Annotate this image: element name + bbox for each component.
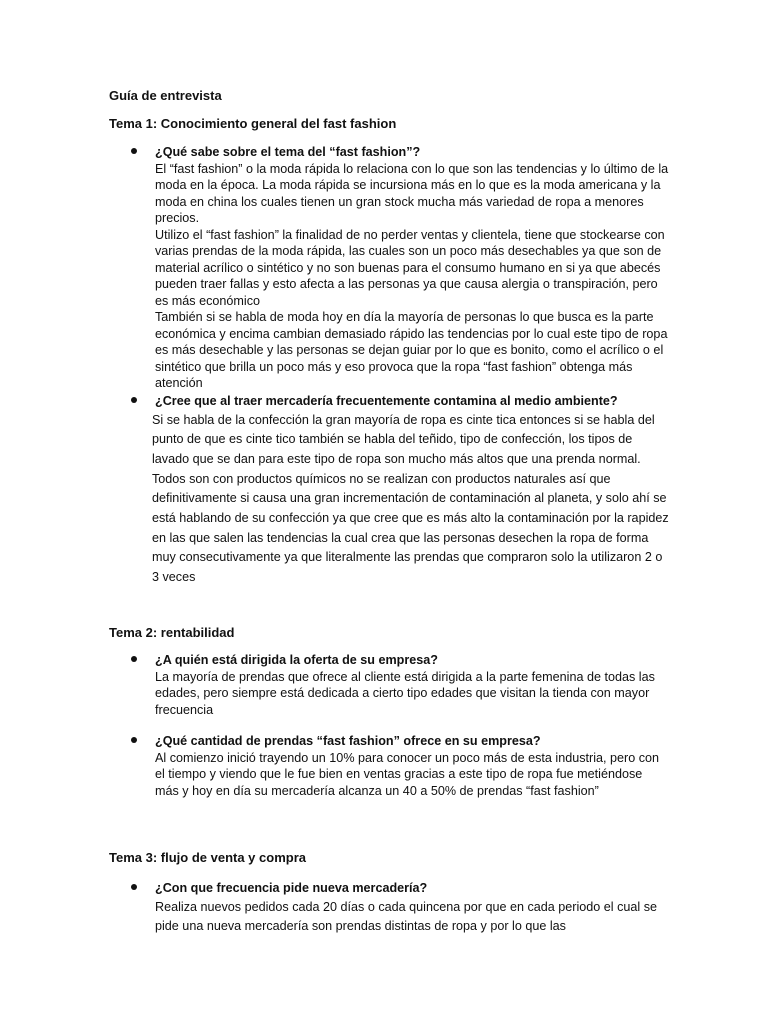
answer-paragraph: La mayoría de prendas que ofrece al cliente está dirigida a la parte femenina de todas las edades, pero siempre está dedicada a cierto tipo edades que visitan la tienda con mayor frecuencia [155, 669, 655, 717]
question-2-answer [152, 411, 669, 588]
topic-3-heading: Tema 3: flujo de venta y compra [109, 850, 306, 865]
topic-2-heading: Tema 2: rentabilidad [109, 625, 235, 640]
question-3 [109, 652, 669, 718]
bullet-icon [131, 656, 137, 662]
question-2-title: ¿Cree que al traer mercadería frecuentemente contamina al medio ambiente? [155, 394, 618, 408]
bullet-icon [131, 737, 137, 743]
question-1 [109, 144, 669, 392]
question-4 [109, 733, 669, 799]
question-2 [109, 393, 669, 588]
document-title: Guía de entrevista [109, 88, 222, 103]
bullet-icon [131, 397, 137, 403]
question-4-answer [155, 750, 669, 800]
answer-paragraph: Todos son con productos químicos no se realizan con productos naturales así que definitivamente si causa una gran incrementación de contaminación al planeta, y solo ahí se está hablando de su confección ya que cree que es más alto la contaminación por la rapidez en las que salen las tendencias la cual crea que las personas desechen la ropa de forma muy consecutivamente ya que literalmente las prendas que compraron solo la utilizaron 2 o 3 veces [152, 471, 669, 585]
question-5-title: ¿Con que frecuencia pide nueva mercadería? [155, 881, 428, 895]
topic-1-heading: Tema 1: Conocimiento general del fast fashion [109, 116, 397, 131]
bullet-icon [131, 148, 137, 154]
question-5 [109, 880, 669, 937]
question-3-answer [155, 669, 669, 719]
question-3-title: ¿A quién está dirigida la oferta de su empresa? [155, 653, 438, 667]
question-5-answer [155, 898, 669, 937]
question-4-title: ¿Qué cantidad de prendas “fast fashion” ofrece en su empresa? [155, 734, 541, 748]
answer-paragraph: Al comienzo inició trayendo un 10% para conocer un poco más de esta industria, pero con el tiempo y viendo que le fue bien en ventas gracias a este tipo de ropa fue metiéndose más y hoy en día su mercadería alcanza un 40 a 50% de prendas “fast fashion” [155, 750, 660, 798]
question-1-title: ¿Qué sabe sobre el tema del “fast fashion”? [155, 145, 421, 159]
bullet-icon [131, 884, 137, 890]
answer-paragraph: También si se habla de moda hoy en día la mayoría de personas lo que busca es la parte económica y encima cambian demasiado rápido las tendencias por lo cual este tipo de ropa es más desechable y las personas se dejan guiar por lo que es bonito, como el acrílico o el sintético que brilla un poco más y eso provoca que la ropa “fast fashion” obtenga más atención [155, 310, 668, 390]
answer-paragraph: Si se habla de la confección la gran mayoría de ropa es cinte tica entonces si se habla del punto de que es cinte tico también se habla del teñido, tipo de confección, los tipos de lavado que se dan para este tipo de ropa son mucho más altos que una prenda normal. [152, 412, 655, 466]
question-1-answer [155, 161, 669, 392]
answer-paragraph: Utilizo el “fast fashion” la finalidad de no perder ventas y clientela, tiene que stockearse con varias prendas de la moda rápida, las cuales son un poco más desechables ya que son de material acrílico o sintético y no son buenas para el consumo humano en si ya que abecés pueden traer fallas y esto afecta a las personas ya que causa alergia o transpiración, pero es más económico [155, 227, 665, 308]
answer-paragraph: El “fast fashion” o la moda rápida lo relaciona con lo que son las tendencias y lo último de la moda en la época. La moda rápida se incursiona más en lo que es la moda americana y la moda en china los cuales tienen un gran stock mucha más variedad de ropa a menores precios. [155, 161, 669, 225]
answer-paragraph: Realiza nuevos pedidos cada 20 días o cada quincena por que en cada periodo el cual se pide una nueva mercadería son prendas distintas de ropa y por lo que las [155, 899, 658, 934]
